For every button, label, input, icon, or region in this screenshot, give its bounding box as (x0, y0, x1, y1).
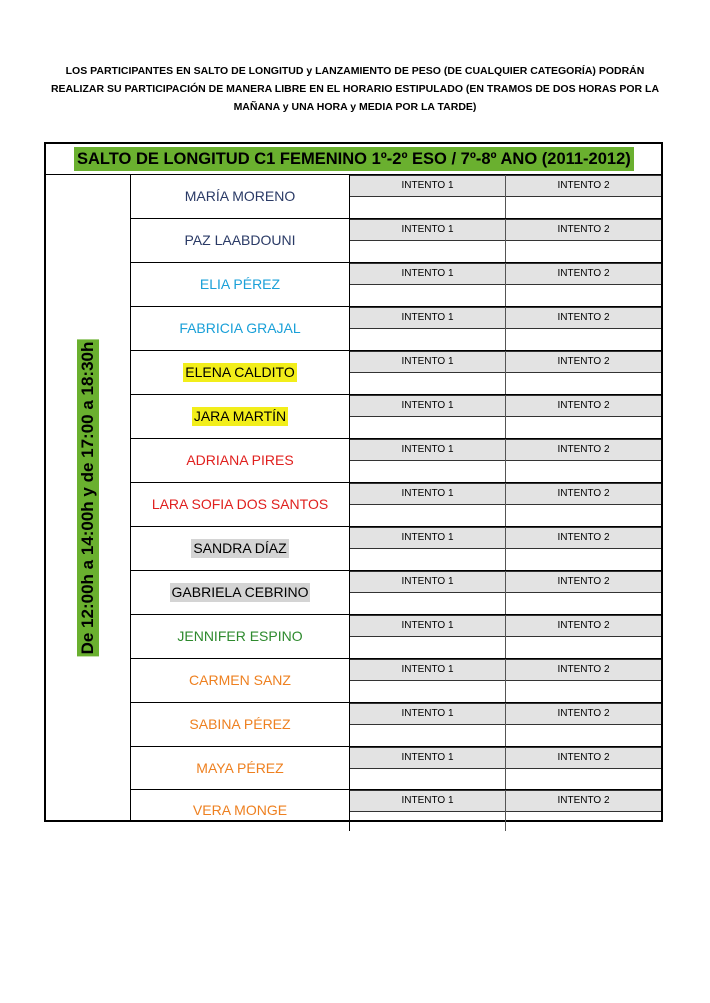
attempt-2-header: INTENTO 2 (506, 571, 661, 593)
participant-row (131, 395, 661, 439)
participant-row (131, 527, 661, 571)
participant-name: GABRIELA CEBRINO (171, 584, 309, 600)
participant-name-cell (131, 483, 350, 526)
participant-name: MARÍA MORENO (184, 188, 296, 204)
attempts-area (350, 483, 661, 526)
attempts-area (350, 747, 661, 789)
attempt-1-header: INTENTO 1 (350, 747, 505, 769)
attempt-divider (505, 659, 506, 702)
participant-row (131, 439, 661, 483)
participant-name-cell (131, 659, 350, 702)
attempt-divider (505, 263, 506, 306)
title-row (46, 144, 661, 175)
attempts-area (350, 351, 661, 394)
participant-row (131, 747, 661, 790)
notice-line: REALIZAR SU PARTICIPACIÓN DE MANERA LIBRE EN EL HORARIO ESTIPULADO (EN TRAMOS DE DOS HORAS POR LA (50, 83, 660, 95)
participant-name-cell (131, 703, 350, 746)
participant-name-cell (131, 747, 350, 789)
attempt-1-header: INTENTO 1 (350, 219, 505, 241)
participant-rows (131, 175, 661, 820)
attempt-2-header: INTENTO 2 (506, 219, 661, 241)
attempts-area (350, 439, 661, 482)
participant-name: CARMEN SANZ (189, 672, 291, 688)
attempt-divider (505, 307, 506, 350)
attempt-2-header: INTENTO 2 (506, 175, 661, 197)
schedule-column (46, 175, 131, 820)
participant-name-cell (131, 615, 350, 658)
participant-row (131, 790, 661, 831)
attempts-area (350, 263, 661, 306)
attempt-2-header: INTENTO 2 (506, 527, 661, 549)
attempt-divider (505, 527, 506, 570)
participant-name-cell (131, 571, 350, 614)
participant-name: ADRIANA PIRES (186, 452, 294, 468)
attempt-2-header: INTENTO 2 (506, 395, 661, 417)
attempt-divider (505, 790, 506, 831)
participant-name: ELENA CALDITO (185, 364, 295, 380)
attempt-1-header: INTENTO 1 (350, 527, 505, 549)
participant-name: FABRICIA GRAJAL (179, 320, 301, 336)
notice-line: MAÑANA y UNA HORA y MEDIA POR LA TARDE) (233, 101, 477, 113)
attempts-area (350, 395, 661, 438)
attempts-area (350, 571, 661, 614)
participant-name: JENNIFER ESPINO (177, 628, 303, 644)
attempt-divider (505, 703, 506, 746)
participant-name-cell (131, 527, 350, 570)
attempt-1-header: INTENTO 1 (350, 351, 505, 373)
participation-notice (30, 62, 680, 116)
attempt-divider (505, 175, 506, 218)
attempts-area (350, 790, 661, 831)
attempt-2-header: INTENTO 2 (506, 483, 661, 505)
attempts-area (350, 307, 661, 350)
participant-row (131, 483, 661, 527)
participant-row (131, 263, 661, 307)
attempt-2-header: INTENTO 2 (506, 615, 661, 637)
attempts-area (350, 703, 661, 746)
attempt-2-header: INTENTO 2 (506, 790, 661, 812)
participant-row (131, 615, 661, 659)
participant-row (131, 219, 661, 263)
attempts-area (350, 659, 661, 702)
attempt-divider (505, 615, 506, 658)
participant-name-cell (131, 263, 350, 306)
participant-name: PAZ LAABDOUNI (184, 232, 296, 248)
attempt-2-header: INTENTO 2 (506, 351, 661, 373)
attempt-2-header: INTENTO 2 (506, 659, 661, 681)
results-sheet (44, 142, 663, 822)
participant-name: VERA MONGE (192, 802, 288, 818)
participant-name-cell (131, 307, 350, 350)
notice-line: LOS PARTICIPANTES EN SALTO DE LONGITUD y LANZAMIENTO DE PESO (DE CUALQUIER CATEGORÍA) PODRÁN (65, 65, 645, 77)
attempts-area (350, 175, 661, 218)
attempts-area (350, 219, 661, 262)
participant-name-cell (131, 395, 350, 438)
participant-row (131, 703, 661, 747)
attempt-1-header: INTENTO 1 (350, 175, 505, 197)
participant-row (131, 659, 661, 703)
attempt-1-header: INTENTO 1 (350, 615, 505, 637)
attempt-1-header: INTENTO 1 (350, 263, 505, 285)
participant-name: MAYA PÉREZ (196, 759, 284, 776)
attempts-area (350, 527, 661, 570)
attempt-1-header: INTENTO 1 (350, 659, 505, 681)
participant-name: SABINA PÉREZ (189, 716, 291, 732)
participant-name-cell (131, 175, 350, 218)
attempt-1-header: INTENTO 1 (350, 790, 505, 812)
participant-row (131, 571, 661, 615)
schedule-label: De 12:00h a 14:00h y de 17:00 a 18:30h (78, 341, 97, 654)
attempt-2-header: INTENTO 2 (506, 439, 661, 461)
participant-name-cell (131, 439, 350, 482)
participant-row (131, 351, 661, 395)
attempt-2-header: INTENTO 2 (506, 703, 661, 725)
attempt-divider (505, 351, 506, 394)
attempt-1-header: INTENTO 1 (350, 395, 505, 417)
attempt-divider (505, 571, 506, 614)
event-title: SALTO DE LONGITUD C1 FEMENINO 1º-2º ESO / 7º-8º ANO (2011-2012) (74, 147, 634, 171)
attempt-2-header: INTENTO 2 (506, 307, 661, 329)
attempts-area (350, 615, 661, 658)
attempt-1-header: INTENTO 1 (350, 571, 505, 593)
attempt-2-header: INTENTO 2 (506, 263, 661, 285)
participant-name-cell (131, 351, 350, 394)
attempt-1-header: INTENTO 1 (350, 703, 505, 725)
participant-name: LARA SOFIA DOS SANTOS (151, 496, 329, 512)
attempt-divider (505, 483, 506, 526)
attempt-divider (505, 219, 506, 262)
participant-name: ELIA PÉREZ (199, 276, 281, 292)
attempt-1-header: INTENTO 1 (350, 439, 505, 461)
participant-name-cell (131, 790, 350, 831)
attempt-1-header: INTENTO 1 (350, 307, 505, 329)
participant-name-cell (131, 219, 350, 262)
participant-row (131, 175, 661, 219)
participant-name: SANDRA DÍAZ (193, 540, 287, 556)
attempt-divider (505, 747, 506, 789)
participant-name: JARA MARTÍN (193, 408, 287, 424)
attempt-1-header: INTENTO 1 (350, 483, 505, 505)
attempt-divider (505, 439, 506, 482)
participant-row (131, 307, 661, 351)
attempt-divider (505, 395, 506, 438)
attempt-2-header: INTENTO 2 (506, 747, 661, 769)
